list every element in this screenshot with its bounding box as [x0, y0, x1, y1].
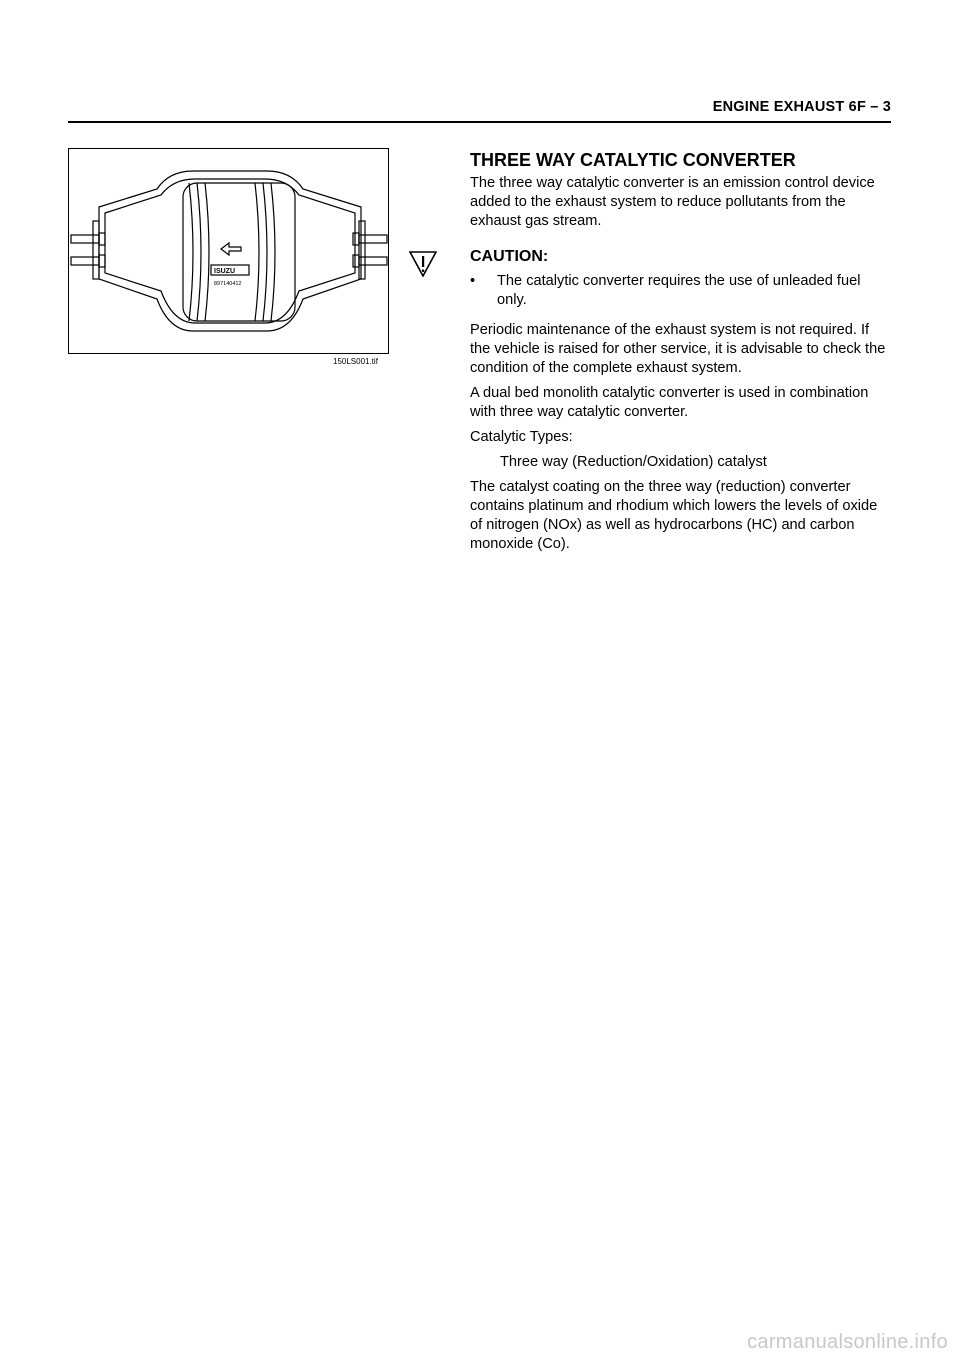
arrow-left-icon	[221, 243, 241, 255]
catalytic-converter-figure	[68, 148, 389, 354]
intro-paragraph: The three way catalytic converter is an emission control device added to the exhaust system to reduce pollutants from the exhaust gas stream.	[470, 175, 875, 229]
caution-item-text: The catalytic converter requires the use of unleaded fuel only.	[497, 273, 861, 308]
catalytic-converter-illustration	[69, 149, 388, 353]
plate-number: 897140412	[214, 281, 242, 287]
figure-caption: 150LS001.tif	[333, 357, 378, 366]
warning-triangle-icon	[409, 251, 437, 277]
section-content	[470, 149, 890, 560]
footer-watermark: carmanualsonline.info	[747, 1331, 948, 1353]
page-header	[68, 99, 891, 123]
caution-title: CAUTION:	[470, 248, 549, 265]
header-title: ENGINE EXHAUST 6F – 3	[712, 99, 891, 115]
caution-item	[470, 272, 890, 310]
closing-paragraph: The catalyst coating on the three way (reduction) converter contains platinum and rhodium which lowers the levels of oxide of nitrogen (NOx) as well as hydrocarbons (HC) and carbon monoxide (Co).	[470, 479, 878, 552]
plate-brand: ISUZU	[214, 268, 235, 275]
catalytic-type: Three way (Reduction/Oxidation) catalyst	[500, 454, 767, 470]
body-paragraph: Catalytic Types:	[470, 429, 573, 445]
section-title: THREE WAY CATALYTIC CONVERTER	[470, 150, 796, 170]
body-paragraph: A dual bed monolith catalytic converter is used in combination with three way catalytic converter.	[470, 385, 869, 420]
bullet-mark: •	[470, 273, 476, 289]
body-paragraph: Periodic maintenance of the exhaust system is not required. If the vehicle is raised for other service, it is advisable to check the condition of the complete exhaust system.	[470, 322, 886, 376]
